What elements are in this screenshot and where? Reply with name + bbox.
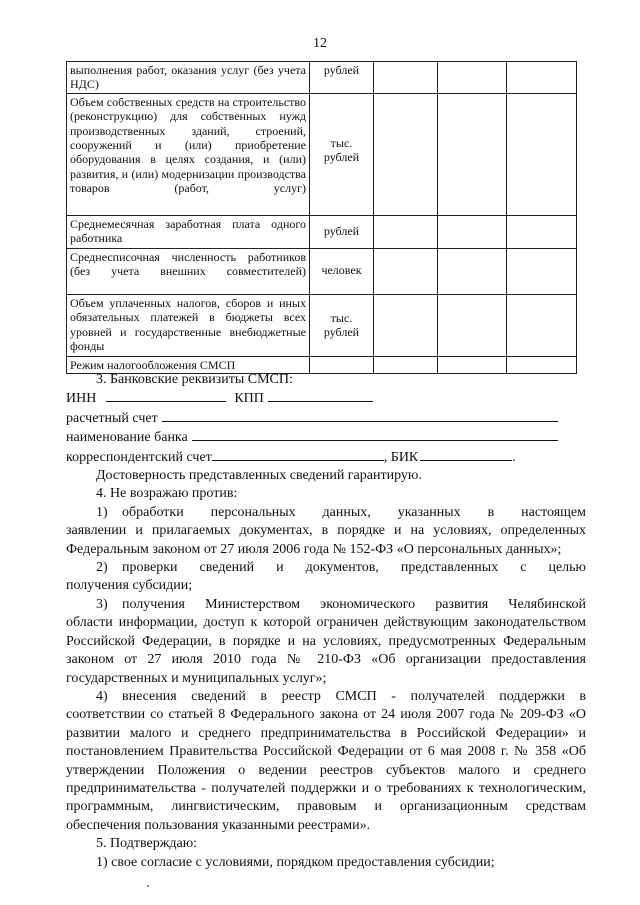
kpp-field[interactable] <box>268 389 373 402</box>
value-cell[interactable] <box>438 215 507 248</box>
end-dot: . <box>512 449 516 465</box>
value-cell[interactable] <box>438 62 507 94</box>
item-first-line: проверки сведений и документов, представленных с целью <box>122 560 586 576</box>
table-row <box>67 62 577 94</box>
item-number: 3) <box>96 596 108 612</box>
body-text <box>66 371 586 872</box>
inn-field[interactable] <box>106 389 226 402</box>
scan-speck <box>147 885 149 887</box>
row-label: Среднесписочная численность работников (без учета внешних совместителей) <box>67 248 310 294</box>
bik-field[interactable] <box>420 448 512 461</box>
item-continuation: области информации, доступ к которой ограничен действующим законодательством Российской Федерации, в порядке и на условиях, предусмотренных Федеральным законом от 27 июля 2010 года № 210-ФЗ «Об организации предоставления государственных и муниципальных услуг»; <box>66 615 586 686</box>
account-field[interactable] <box>162 409 558 422</box>
item-continuation: соответствии со статьей 8 Федерального закона от 24 июля 2007 года № 209-ФЗ «О развитии малого и среднего предпринимательства в Российской Федерации» и постановлением Правительства Российской Федерации от 6 мая 2008 г. № 358 «Об утверждении Положения о ведении реестров субъектов малого и среднего предпринимательства - получателей поддержки и о требованиях к технологическим, программным, лингвистическим, правовым и организационным средствам обеспечения пользования указанными реестрами». <box>66 707 586 833</box>
value-cell[interactable] <box>438 93 507 215</box>
guarantee-text: Достоверность представленных сведений гарантирую. <box>96 468 422 484</box>
section-5-heading: 5. Подтверждаю: <box>96 836 198 852</box>
bik-label: , БИК <box>383 449 419 465</box>
row-unit: тыс. рублей <box>310 93 374 215</box>
table-row <box>67 93 577 215</box>
row-label: Среднемесячная заработная плата одного работника <box>67 215 310 248</box>
value-cell[interactable] <box>374 215 438 248</box>
item-number: 1) <box>96 504 108 520</box>
row-unit: человек <box>310 248 374 294</box>
row-label: Объем уплаченных налогов, сборов и иных обязательных платежей в бюджеты всех уровней и государственные внебюджетные фонды <box>67 294 310 356</box>
item-number: 2) <box>96 560 108 576</box>
section-5-item-1: 1) свое согласие с условиями, порядком предоставления субсидии; <box>96 854 495 870</box>
corr-label: корреспондентский счет <box>66 449 212 465</box>
value-cell[interactable] <box>438 294 507 356</box>
item-number: 4) <box>96 688 108 704</box>
row-label: Режим налогообложения СМСП <box>67 356 310 373</box>
bank-field[interactable] <box>192 428 558 441</box>
inn-kpp-line <box>66 389 586 408</box>
value-cell[interactable] <box>507 62 577 94</box>
value-cell[interactable] <box>438 248 507 294</box>
value-cell[interactable] <box>374 294 438 356</box>
corr-field[interactable] <box>212 448 384 461</box>
inn-label: ИНН <box>66 391 97 407</box>
list-item <box>66 504 586 522</box>
account-label: расчетный счет <box>66 410 158 426</box>
value-cell[interactable] <box>374 248 438 294</box>
indicators-table <box>66 61 577 374</box>
item-continuation: получения субсидии; <box>66 578 193 594</box>
account-line <box>66 409 586 428</box>
list-item <box>66 596 586 614</box>
corr-line <box>66 448 586 467</box>
kpp-label: КПП <box>234 391 264 407</box>
value-cell[interactable] <box>507 294 577 356</box>
item-first-line: получения Министерством экономического развития Челябинской <box>122 596 586 612</box>
section-3-heading: 3. Банковские реквизиты СМСП: <box>96 372 293 387</box>
section-4-heading: 4. Не возражаю против: <box>96 486 238 502</box>
list-item <box>66 688 586 706</box>
row-unit: рублей <box>310 215 374 248</box>
value-cell[interactable] <box>374 93 438 215</box>
value-cell[interactable] <box>374 62 438 94</box>
bank-line <box>66 428 586 447</box>
row-label: выполнения работ, оказания услуг (без учета НДС) <box>67 62 310 94</box>
page-number: 12 <box>313 36 327 51</box>
item-first-line: внесения сведений в реестр СМСП - получателей поддержки в <box>122 688 586 704</box>
value-cell[interactable] <box>507 93 577 215</box>
item-first-line: обработки персональных данных, указанных в настоящем <box>122 504 586 520</box>
row-unit: тыс. рублей <box>310 294 374 356</box>
list-item <box>66 559 586 577</box>
table-row <box>67 294 577 356</box>
row-label: Объем собственных средств на строительство (реконструкцию) для собственных нужд производственных зданий, строений, сооружений и (или) приобретение оборудования в целях создания, и (или) развития, и (или) модернизации производства товаров (работ, услуг) <box>67 93 310 215</box>
value-cell[interactable] <box>507 248 577 294</box>
table-row <box>67 248 577 294</box>
row-unit: рублей <box>310 62 374 94</box>
item-continuation: заявлении и прилагаемых документах, в порядке и на условиях, определенных Федеральным законом от 27 июля 2006 года № 152-ФЗ «О персональных данных»; <box>66 523 586 557</box>
bank-label: наименование банка <box>66 430 188 446</box>
value-cell[interactable] <box>507 215 577 248</box>
table-row <box>67 215 577 248</box>
